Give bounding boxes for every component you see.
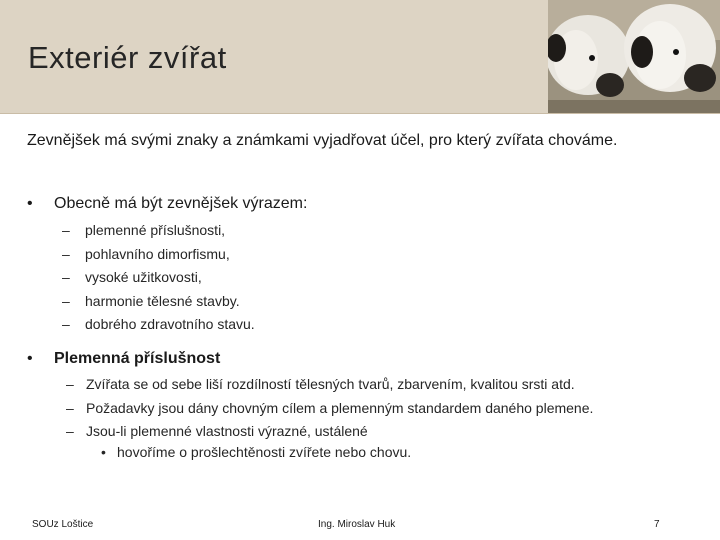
dash-mark: – [62, 245, 70, 262]
list-item-text: harmonie tělesné stavby. [85, 292, 240, 309]
list-item-text: pohlavního dimorfismu, [85, 245, 230, 262]
cattle-photo [548, 0, 720, 113]
footer-school: SOUz Loštice [32, 519, 94, 530]
intro-paragraph: Zevnějšek má svými znaky a známkami vyjadřovat účel, pro který zvířata chováme. [27, 132, 618, 149]
cattle-illustration [548, 0, 720, 113]
footer-page-number: 7 [654, 519, 660, 530]
list-item-text: vysoké užitkovosti, [85, 269, 202, 285]
bullet-mark: • [27, 350, 33, 367]
dash-mark: – [62, 316, 70, 332]
dash-mark: – [66, 376, 74, 392]
list-item-text: Jsou-li plemenné vlastnosti výrazné, ustálené [86, 423, 368, 439]
bullet-text: Obecně má být zevnějšek výrazem: [54, 195, 308, 212]
list-item-text: Požadavky jsou dány chovným cílem a plemenným standardem daného plemene. [86, 399, 594, 416]
list-item-text: plemenné příslušnosti, [85, 222, 226, 238]
bullet-mark: • [27, 195, 33, 212]
slide-title: Exteriér zvířat [28, 40, 227, 75]
list-item-text: Zvířata se od sebe liší rozdílností tělesných tvarů, zbarvením, kvalitou srsti atd. [86, 376, 575, 392]
title-band [0, 0, 720, 114]
list-item-text: dobrého zdravotního stavu. [85, 316, 255, 332]
dash-mark: – [66, 399, 74, 416]
dash-mark: – [62, 222, 70, 238]
dash-mark: – [62, 269, 70, 285]
bullet-mark: • [101, 444, 106, 460]
footer-author: Ing. Miroslav Huk [318, 519, 396, 530]
list-item-text: hovoříme o prošlechtěnosti zvířete nebo chovu. [117, 444, 412, 460]
bullet-text: Plemenná příslušnost [54, 350, 221, 367]
dash-mark: – [62, 292, 70, 309]
dash-mark: – [66, 423, 74, 439]
